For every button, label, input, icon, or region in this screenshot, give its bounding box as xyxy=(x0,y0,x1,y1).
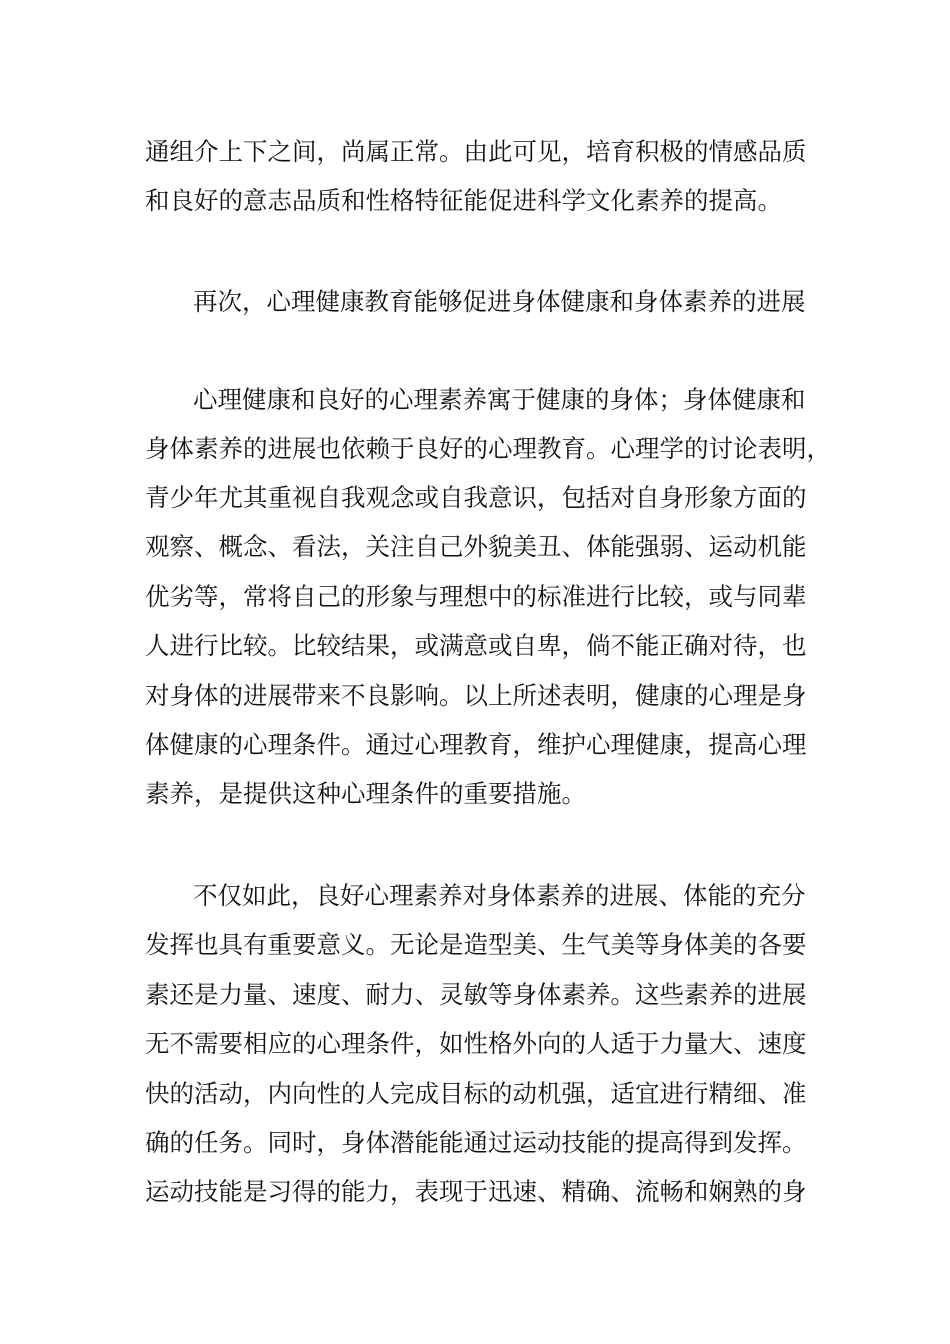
paragraph-line: 观察、概念、看法，关注自己外貌美丑、体能强弱、运动机能 xyxy=(145,532,807,561)
paragraph-line: 不仅如此，良好心理素养对身体素养的进展、体能的充分 xyxy=(193,881,806,910)
paragraph-line: 对身体的进展带来不良影响。以上所述表明，健康的心理是身 xyxy=(145,681,807,710)
paragraph-line: 素还是力量、速度、耐力、灵敏等身体素养。这些素养的进展 xyxy=(145,980,807,1009)
paragraph-line: 确的任务。同时，身体潜能能通过运动技能的提高得到发挥。 xyxy=(145,1128,807,1157)
paragraph-line: 通组介上下之间，尚属正常。由此可见，培育积极的情感品质 xyxy=(145,137,807,166)
paragraph-line: 人进行比较。比较结果，或满意或自卑，倘不能正确对待，也 xyxy=(145,631,807,660)
paragraph-line: 发挥也具有重要意义。无论是造型美、生气美等身体美的各要 xyxy=(145,930,807,959)
paragraph-line: 运动技能是习得的能力，表现于迅速、精确、流畅和娴熟的身 xyxy=(145,1177,807,1206)
paragraph-line: 身体素养的进展也依赖于良好的心理教育。心理学的讨论表明， xyxy=(145,434,831,463)
paragraph-line: 和良好的意志品质和性格特征能促进科学文化素养的提高。 xyxy=(145,186,782,215)
paragraph-line: 心理健康和良好的心理素养寓于健康的身体；身体健康和 xyxy=(193,385,806,414)
paragraph-line: 快的活动，内向性的人完成目标的动机强，适宜进行精细、准 xyxy=(145,1079,807,1108)
paragraph-line: 优劣等，常将自己的形象与理想中的标准进行比较，或与同辈 xyxy=(145,582,807,611)
paragraph-line: 青少年尤其重视自我观念或自我意识，包括对自身形象方面的 xyxy=(145,483,807,512)
paragraph-line: 无不需要相应的心理条件，如性格外向的人适于力量大、速度 xyxy=(145,1029,807,1058)
paragraph-line: 体健康的心理条件。通过心理教育，维护心理健康，提高心理 xyxy=(145,730,807,759)
section-heading: 再次，心理健康教育能够促进身体健康和身体素养的进展 xyxy=(193,287,806,316)
paragraph-line: 素养，是提供这种心理条件的重要措施。 xyxy=(145,779,586,808)
